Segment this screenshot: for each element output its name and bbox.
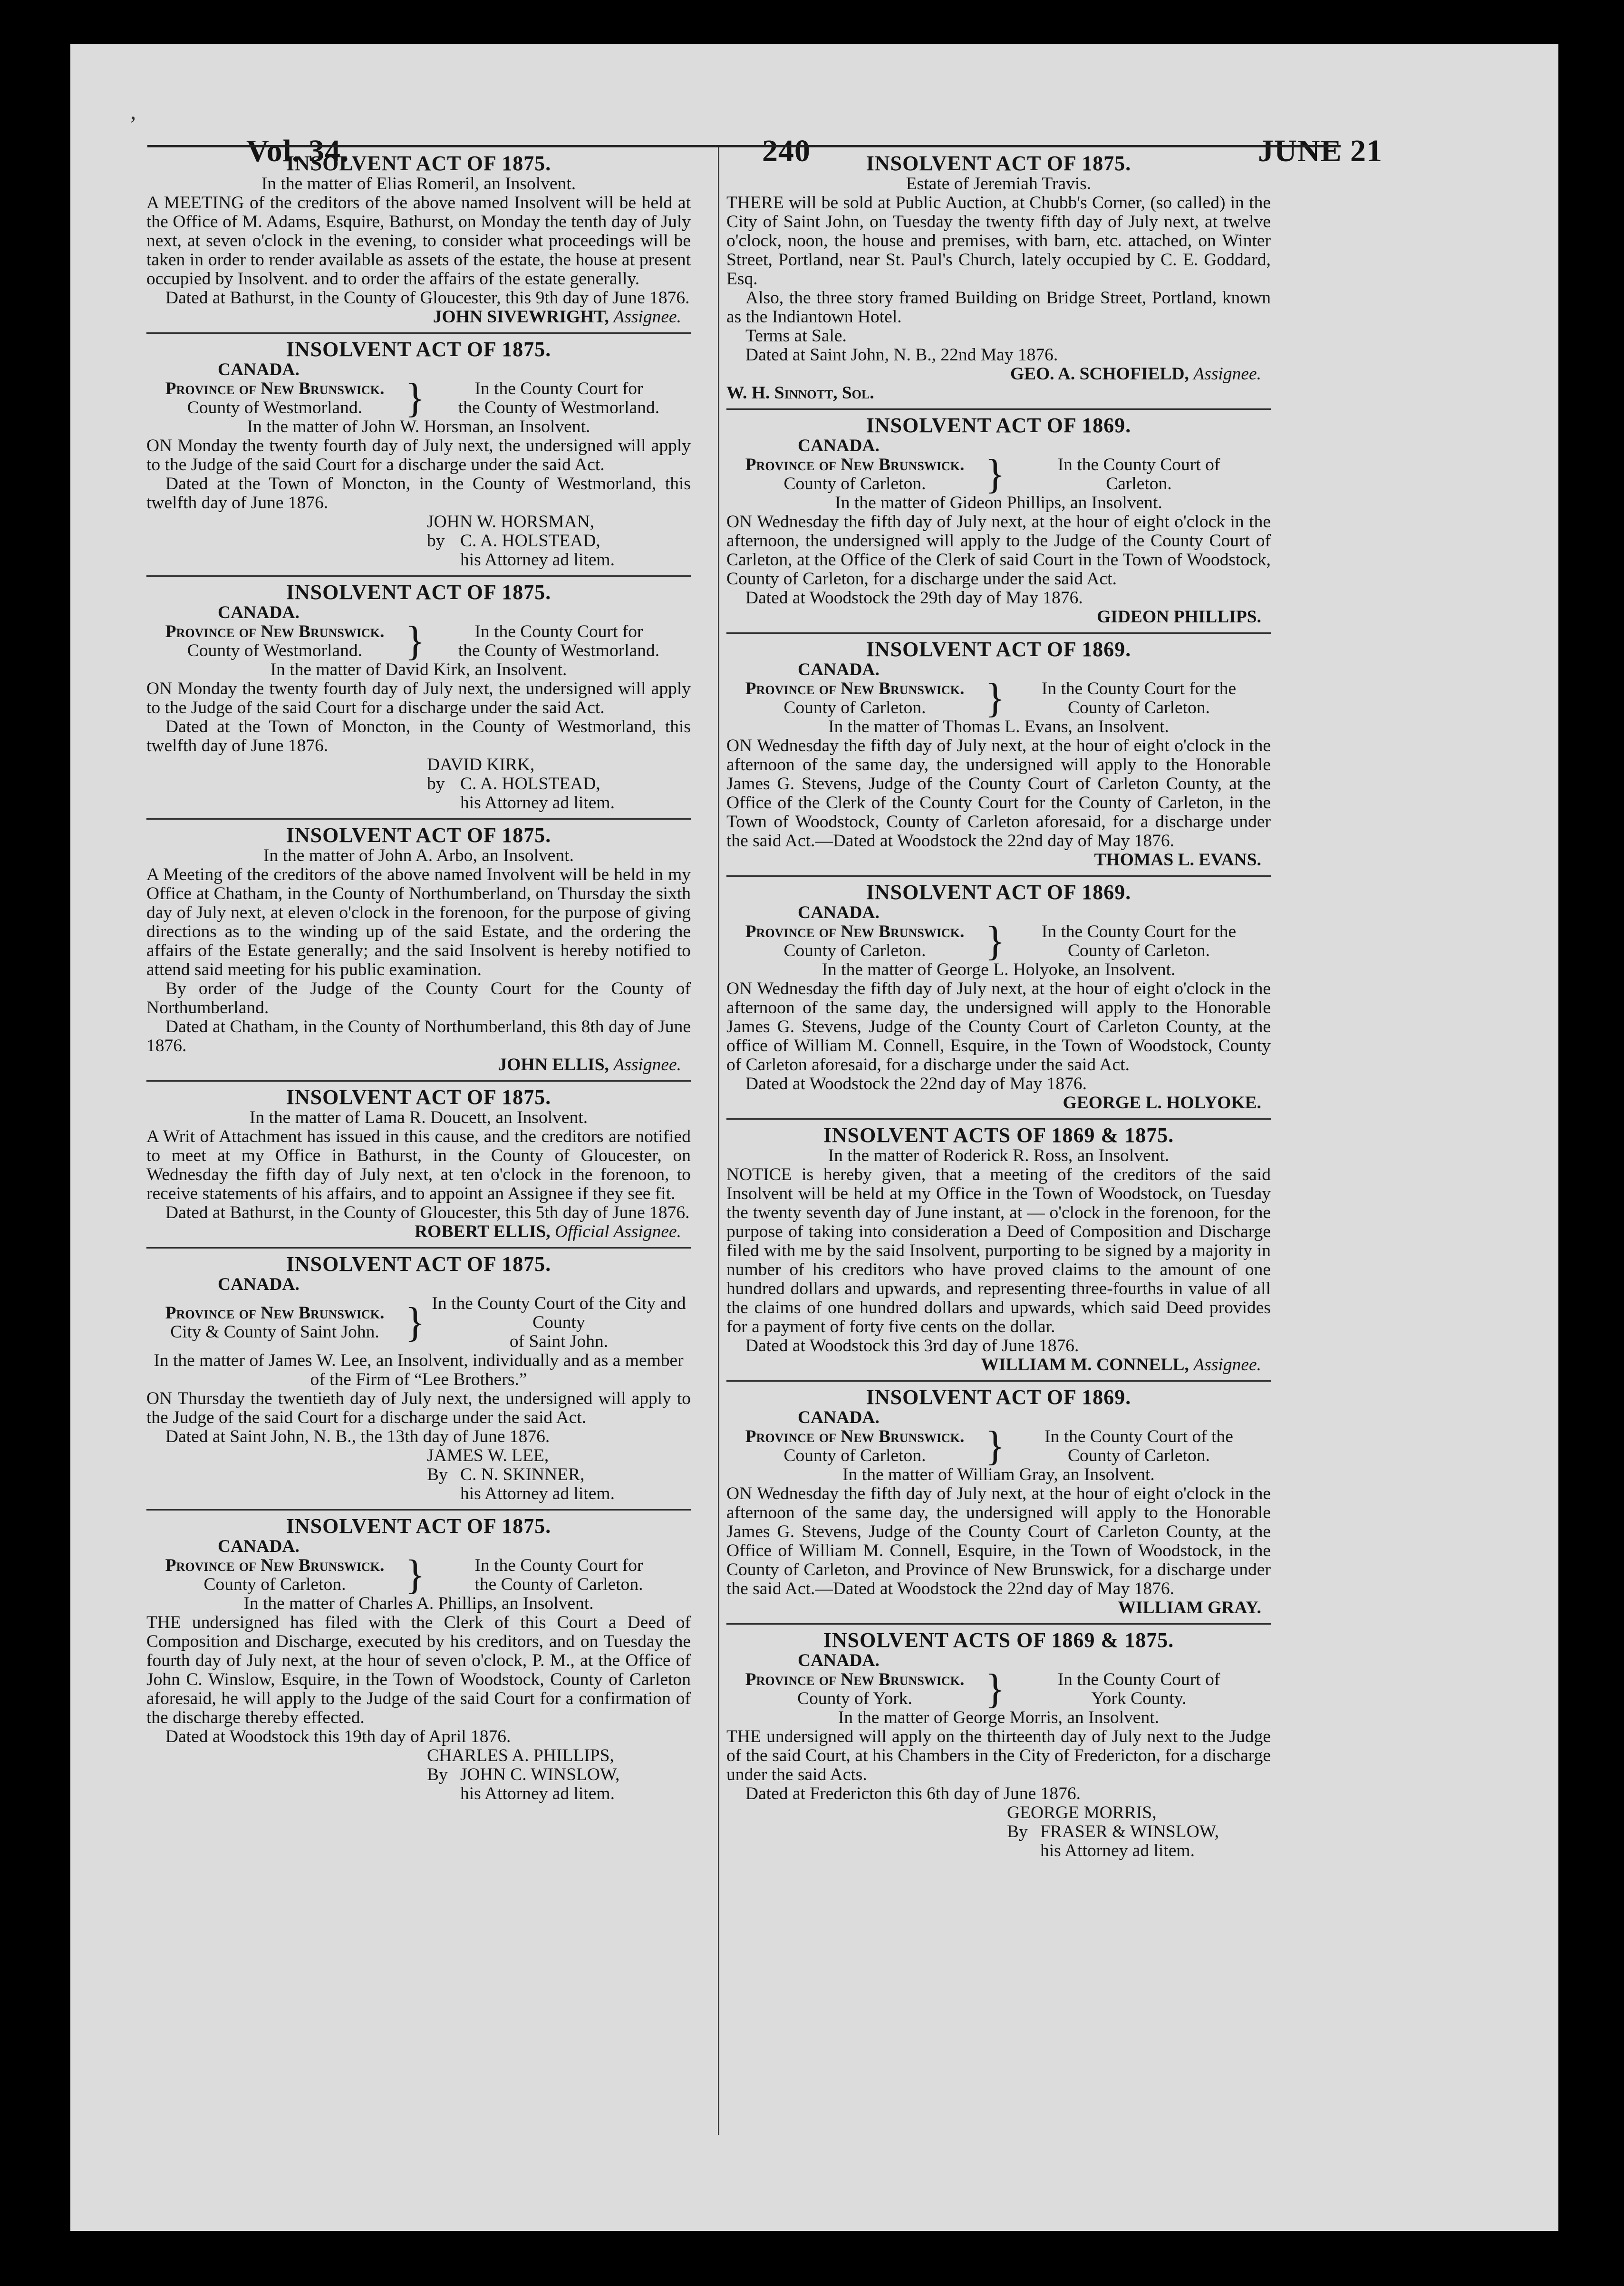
signatory: JOHN SIVEWRIGHT, <box>433 307 609 327</box>
court-county: County of Carleton. <box>1068 941 1210 960</box>
jurisdiction-country: CANADA. <box>798 903 880 922</box>
notice-signature <box>146 513 691 570</box>
notice <box>146 1509 691 1807</box>
brace: } <box>985 675 1005 721</box>
notice-matter: In the matter of John A. Arbo, an Insolvent. <box>263 846 574 865</box>
header-rule <box>147 145 1341 147</box>
notice-signature: GIDEON PHILLIPS. <box>1097 607 1261 627</box>
jurisdiction-country: CANADA. <box>798 1408 880 1427</box>
jurisdiction-country: CANADA. <box>798 436 880 455</box>
court-name: In the County Court of the <box>1044 1427 1233 1446</box>
county: County of Carleton. <box>783 1446 926 1465</box>
brace: } <box>985 1423 1005 1469</box>
notice <box>726 1118 1271 1378</box>
notice-signature: THOMAS L. EVANS. <box>1094 850 1261 870</box>
court-county: County of Carleton. <box>1068 698 1210 717</box>
notice-body: ON Wednesday the fifth day of July next, at the hour of eight o'clock in the afternoon, the undersigned will apply to the Judge of the County Court of Carleton, at the Office of the Clerk of said Court in the Town of Woodstock, County of Carleton, for a discharge under the said Act. <box>726 512 1271 589</box>
notice-title: INSOLVENT ACT OF 1869. <box>866 1385 1131 1409</box>
court-name: In the County Court for <box>474 1556 643 1575</box>
notice-matter: In the matter of Lama R. Doucett, an Insolvent. <box>249 1108 588 1127</box>
brace: } <box>985 1666 1005 1712</box>
signatory-role: Assignee. <box>1193 1355 1261 1375</box>
attorney-name: JOHN C. WINSLOW, <box>460 1765 620 1784</box>
brace: } <box>405 375 425 421</box>
issue-date: JUNE 21 <box>1258 134 1382 168</box>
right-column <box>726 150 1271 1864</box>
jurisdiction-country: CANADA. <box>218 1537 300 1556</box>
brace: } <box>405 1552 425 1598</box>
court-caption <box>146 1294 691 1351</box>
signatory: ROBERT ELLIS, <box>415 1222 551 1241</box>
notice-title: INSOLVENT ACT OF 1875. <box>286 338 551 361</box>
court-caption <box>146 1552 691 1598</box>
notice-body: ON Monday the twenty fourth day of July next, the undersigned will apply to the Judge of the said Court for a discharge under the said Act. <box>146 679 691 717</box>
notice-matter: In the matter of James W. Lee, an Insolvent, individually and as a member of the Firm of “Lee Brothers.” <box>154 1351 684 1389</box>
notice-body: ON Monday the twenty fourth day of July next, the undersigned will apply to the Judge of the said Court for a discharge under the said Act. <box>146 436 691 475</box>
notice-title: INSOLVENT ACT OF 1875. <box>286 1514 551 1538</box>
county: City & County of Saint John. <box>170 1322 379 1342</box>
notice-body: THE undersigned will apply on the thirteenth day of July next to the Judge of the said Court, at his Chambers in the City of Fredericton, for a discharge under the said Acts. <box>726 1727 1271 1784</box>
attorney-name: C. A. HOLSTEAD, <box>460 774 600 794</box>
insolvent-name: JAMES W. LEE, <box>427 1446 549 1465</box>
notice-body: A Writ of Attachment has issued in this cause, and the creditors are notified to meet at my Office in Bathurst, in the County of Gloucester, on Wednesday the fifth day of July next, at ten o'clock in the forenoon, to receive statements of his affairs, and to appoint an Assignee if they see fit. <box>146 1127 691 1203</box>
signatory-role: Assignee. <box>1193 364 1261 384</box>
county: County of Carleton. <box>783 474 926 494</box>
notice-matter: In the matter of Elias Romeril, an Insolvent. <box>261 174 576 194</box>
notice-body: A Meeting of the creditors of the above named Involvent will be held in my Office at Chatham, in the County of Northumberland, on Thursday the sixth day of July next, at eleven o'clock in the forenoon, for the purpose of giving directions as to the winding up of the said Estate, and the ordering the affairs of the Estate generally; and the said Insolvent is hereby notified to attend said meeting for his public examination. <box>146 865 691 979</box>
notice-title: INSOLVENT ACT OF 1875. <box>286 581 551 604</box>
brace: } <box>985 918 1005 964</box>
notice-body-additional: Also, the three story framed Building on Bridge Street, Portland, known as the Indiantown Hotel. <box>726 288 1271 327</box>
notice <box>146 332 691 573</box>
notice <box>726 632 1271 873</box>
by-label: by <box>427 531 445 551</box>
notice <box>146 1247 691 1507</box>
notice-matter: In the matter of John W. Horsman, an Insolvent. <box>247 417 590 436</box>
by-label: By <box>1007 1822 1028 1841</box>
county: County of Carleton. <box>783 941 926 960</box>
court-county: the County of Carleton. <box>474 1575 643 1594</box>
notice-matter: Estate of Jeremiah Travis. <box>906 174 1092 194</box>
notice <box>726 150 1271 407</box>
signatory: GEO. A. SCHOFIELD, <box>1010 364 1189 384</box>
by-label: By <box>427 1465 448 1484</box>
notice-signature <box>146 308 691 327</box>
court-name: In the County Court for the <box>1041 922 1237 941</box>
notice-dated: Dated at Saint John, N. B., 22nd May 1876. <box>745 345 1058 365</box>
notice-matter: In the matter of Thomas L. Evans, an Insolvent. <box>828 717 1169 736</box>
jurisdiction-country: CANADA. <box>218 1275 300 1294</box>
notice-matter: In the matter of Gideon Phillips, an Insolvent. <box>835 493 1162 513</box>
volume-number: Vol. 34. <box>246 134 349 168</box>
jurisdiction-country: CANADA. <box>798 660 880 679</box>
brace: } <box>985 451 1005 497</box>
notice <box>146 818 691 1078</box>
notice-dated: Dated at Woodstock this 3rd day of June 1876. <box>745 1336 1079 1356</box>
signatory-role: Assignee. <box>613 1055 681 1075</box>
province: Province of New Brunswick. <box>745 455 965 475</box>
jurisdiction-country: CANADA. <box>218 603 300 622</box>
notice-title: INSOLVENT ACT OF 1875. <box>866 152 1131 175</box>
court-name: In the County Court of the City and County <box>432 1294 686 1332</box>
court-caption <box>726 918 1271 964</box>
county: County of Westmorland. <box>187 398 363 417</box>
brace: } <box>405 1299 425 1346</box>
attorney-role: his Attorney ad litem. <box>460 793 615 813</box>
notice-signature <box>726 1356 1271 1375</box>
notice-title: INSOLVENT ACTS OF 1869 & 1875. <box>823 1628 1174 1652</box>
court-name: In the County Court for <box>474 379 643 398</box>
province: Province of New Brunswick. <box>745 1427 965 1446</box>
court-name: In the County Court of <box>1057 455 1220 475</box>
notice-title: INSOLVENT ACT OF 1875. <box>286 1252 551 1276</box>
attorney-role: his Attorney ad litem. <box>460 1784 615 1803</box>
notice-body: ON Wednesday the fifth day of July next, at the hour of eight o'clock in the afternoon of the same day, the undersigned will apply to the Honorable James G. Stevens, Judge of the County Court of Carleton County, at the Office of the Clerk of the County Court for the County of Carleton, in the Town of Woodstock, County of Carleton aforesaid, for a discharge under the said Act.—Dated at Woodstock the 22nd day of May 1876. <box>726 736 1271 851</box>
notice-signature <box>726 1803 1271 1860</box>
court-name: In the County Court of <box>1057 1670 1220 1689</box>
notice-signature <box>146 1222 691 1241</box>
court-caption <box>146 618 691 664</box>
notice-body: ON Thursday the twentieth day of July next, the undersigned will apply to the Judge of the said Court for a discharge under the said Act. <box>146 1389 691 1427</box>
court-caption <box>726 1423 1271 1469</box>
left-column <box>146 150 691 1807</box>
notice-dated: Dated at Chatham, in the County of Northumberland, this 8th day of June 1876. <box>146 1017 691 1056</box>
notice-dated: Dated at the Town of Moncton, in the County of Westmorland, this twelfth day of June 1876. <box>146 717 691 756</box>
court-caption <box>726 1666 1271 1712</box>
court-county: Carleton. <box>1106 474 1172 494</box>
notice-dated: Dated at Bathurst, in the County of Gloucester, this 9th day of June 1876. <box>165 288 690 308</box>
notice <box>146 150 691 330</box>
notice-signature <box>146 756 691 813</box>
court-county: of Saint John. <box>509 1332 609 1351</box>
attorney-role: his Attorney ad litem. <box>1040 1841 1195 1860</box>
attorney-name: FRASER & WINSLOW, <box>1040 1822 1219 1841</box>
county: County of Carleton. <box>203 1575 346 1594</box>
notice-signature <box>146 1056 691 1075</box>
jurisdiction-country: CANADA. <box>218 360 300 379</box>
province: Province of New Brunswick. <box>745 1670 965 1689</box>
province: Province of New Brunswick. <box>165 1556 385 1575</box>
notice-title: INSOLVENT ACT OF 1869. <box>866 881 1131 904</box>
notice-body: A MEETING of the creditors of the above named Insolvent will be held at the Office of M. Adams, Esquire, Bathurst, on Monday the tenth day of July next, at seven o'clock in the evening, to consider what proceedings will be taken in order to render available as assets of the estate, the house at present occupied by Insolvent. and to order the affairs of the estate generally. <box>146 193 691 289</box>
insolvent-name: DAVID KIRK, <box>427 755 535 775</box>
by-label: by <box>427 774 445 794</box>
notice-title: INSOLVENT ACTS OF 1869 & 1875. <box>823 1124 1174 1147</box>
notice-matter: In the matter of David Kirk, an Insolvent. <box>270 660 567 679</box>
insolvent-name: JOHN W. HORSMAN, <box>427 512 595 532</box>
notice-dated: Dated at Saint John, N. B., the 13th day of June 1876. <box>165 1427 550 1446</box>
county: County of Westmorland. <box>187 641 363 660</box>
column-divider <box>718 147 719 2135</box>
notice-title: INSOLVENT ACT OF 1869. <box>866 638 1131 661</box>
court-county: York County. <box>1091 1689 1187 1708</box>
notice-dated: Dated at Fredericton this 6th day of June 1876. <box>745 1784 1081 1803</box>
notice-title: INSOLVENT ACT OF 1875. <box>286 823 551 847</box>
signatory-role: Assignee. <box>613 307 681 327</box>
notice-body: NOTICE is hereby given, that a meeting of the creditors of the said Insolvent will be held at my Office in the Town of Woodstock, on Tuesday the twenty seventh day of June instant, at — o'clock in the forenoon, for the purpose of taking into consideration a Deed of Composition and Discharge filed with me by the said Insolvent, purporting to be signed by a majority in number of his creditors who have proved claims to the amount of one hundred dollars and upwards, and representing three-fourths in value of all the claims of one hundred dollars and upwards, which said Deed provides for a payment of forty five cents on the dollar. <box>726 1165 1271 1337</box>
signatory: WILLIAM M. CONNELL, <box>981 1355 1189 1375</box>
notice-matter: In the matter of George Morris, an Insolvent. <box>838 1708 1160 1727</box>
notice-body: ON Wednesday the fifth day of July next, at the hour of eight o'clock in the afternoon of the same day, the undersigned will apply to the Honorable James G. Stevens, Judge of the County Court of Carleton County, at the Office of William M. Connell, Esquire, in the Town of Woodstock, in the County of Carleton, and Province of New Brunswick, for a discharge under the said Act.—Dated at Woodstock the 22nd day of May 1876. <box>726 1484 1271 1598</box>
notice-signature <box>146 1446 691 1503</box>
page-number: 240 <box>762 134 811 168</box>
notice-matter: In the matter of George L. Holyoke, an Insolvent. <box>822 960 1176 979</box>
court-name: In the County Court for <box>474 622 643 641</box>
notice-terms: Terms at Sale. <box>745 326 847 346</box>
court-caption <box>726 675 1271 721</box>
notice-signature <box>726 365 1271 384</box>
notice-signature: GEORGE L. HOLYOKE. <box>1063 1093 1261 1113</box>
notice <box>726 408 1271 630</box>
province: Province of New Brunswick. <box>745 922 965 941</box>
signatory: JOHN ELLIS, <box>498 1055 609 1075</box>
solicitor: W. H. Sinnott, Sol. <box>726 383 874 403</box>
notice-signature <box>146 1746 691 1803</box>
attorney-role: his Attorney ad litem. <box>460 1484 615 1503</box>
notice-dated: Dated at Bathurst, in the County of Gloucester, this 5th day of June 1876. <box>165 1203 690 1222</box>
attorney-role: his Attorney ad litem. <box>460 550 615 570</box>
province: Province of New Brunswick. <box>165 379 385 398</box>
notice-dated: Dated at Woodstock the 22nd day of May 1876. <box>745 1074 1087 1094</box>
margin-mark: ’ <box>127 111 135 137</box>
notice-signature: WILLIAM GRAY. <box>1118 1598 1261 1618</box>
attorney-name: C. N. SKINNER, <box>460 1465 585 1484</box>
jurisdiction-country: CANADA. <box>798 1651 880 1670</box>
court-caption <box>726 451 1271 497</box>
insolvent-name: CHARLES A. PHILLIPS, <box>427 1746 614 1765</box>
county: County of York. <box>797 1689 912 1708</box>
notice <box>146 1080 691 1245</box>
notice-title: INSOLVENT ACT OF 1869. <box>866 414 1131 437</box>
notice-title: INSOLVENT ACT OF 1875. <box>286 152 551 175</box>
notice-dated: Dated at Woodstock the 29th day of May 1876. <box>745 588 1083 608</box>
court-county: the County of Westmorland. <box>458 398 660 417</box>
notice <box>726 875 1271 1116</box>
notice-matter: In the matter of Roderick R. Ross, an Insolvent. <box>828 1146 1170 1165</box>
province: Province of New Brunswick. <box>165 622 385 641</box>
court-caption <box>146 375 691 421</box>
attorney-name: C. A. HOLSTEAD, <box>460 531 600 551</box>
signatory-role: Official Assignee. <box>555 1222 681 1241</box>
county: County of Carleton. <box>783 698 926 717</box>
notice-dated: Dated at the Town of Moncton, in the County of Westmorland, this twelfth day of June 1876. <box>146 474 691 513</box>
notice-body: THERE will be sold at Public Auction, at Chubb's Corner, (so called) in the City of Saint John, on Tuesday the twenty fifth day of July next, at twelve o'clock, noon, the house and premises, with barn, etc. attached, on Winter Street, Portland, near St. Paul's Church, lately occupied by C. E. Goddard, Esq. <box>726 193 1271 289</box>
notice-matter: In the matter of Charles A. Phillips, an Insolvent. <box>243 1594 594 1613</box>
notice <box>146 575 691 816</box>
province: Province of New Brunswick. <box>745 679 965 698</box>
notice <box>726 1623 1271 1864</box>
by-label: By <box>427 1765 448 1784</box>
notice-matter: In the matter of William Gray, an Insolvent. <box>842 1465 1155 1484</box>
notice-order: By order of the Judge of the County Court for the County of Northumberland. <box>146 979 691 1017</box>
notice <box>726 1380 1271 1621</box>
notice-body: THE undersigned has filed with the Clerk of this Court a Deed of Composition and Discharge, executed by his creditors, and on Tuesday the fourth day of July next, at the hour of seven o'clock, P. M., at the Office of John C. Winslow, Esquire, in the Town of Woodstock, County of Carleton aforesaid, he will apply to the Judge of the said Court for a confirmation of the discharge thereby effected. <box>146 1613 691 1727</box>
province: Province of New Brunswick. <box>165 1303 385 1323</box>
insolvent-name: GEORGE MORRIS, <box>1007 1803 1157 1822</box>
court-county: County of Carleton. <box>1068 1446 1210 1465</box>
brace: } <box>405 618 425 664</box>
notice-dated: Dated at Woodstock this 19th day of April 1876. <box>165 1727 511 1746</box>
notice-title: INSOLVENT ACT OF 1875. <box>286 1085 551 1109</box>
notice-body: ON Wednesday the fifth day of July next, at the hour of eight o'clock in the afternoon of the same day, the undersigned will apply to the Honorable James G. Stevens, Judge of the County Court of Carleton County, at the office of William M. Connell, Esquire, in the Town of Woodstock, County of Carleton aforesaid, for a discharge under the said Act. <box>726 979 1271 1075</box>
court-county: the County of Westmorland. <box>458 641 660 660</box>
court-name: In the County Court for the <box>1041 679 1237 698</box>
